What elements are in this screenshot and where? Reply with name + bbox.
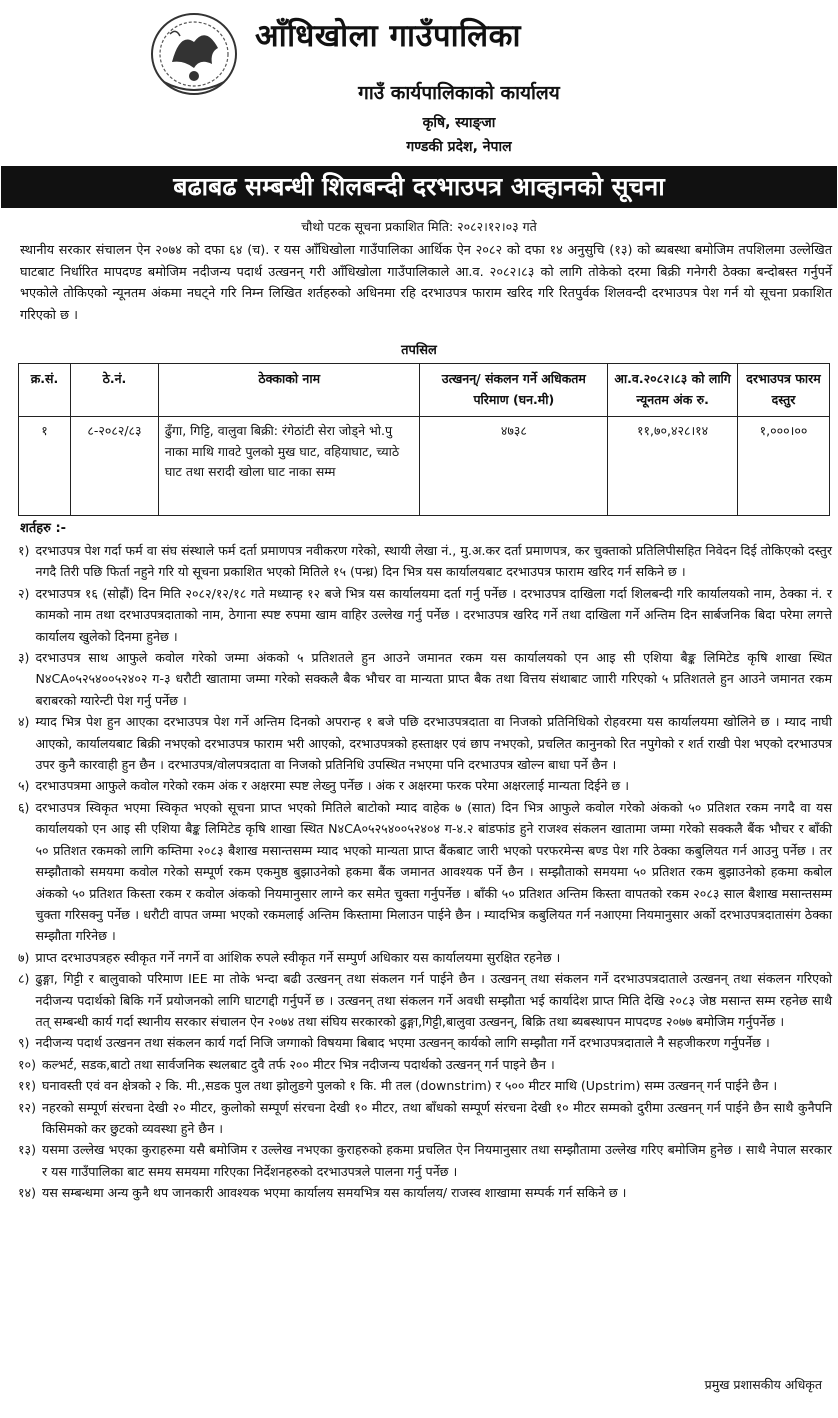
term-number: १२) — [18, 1099, 37, 1115]
term-text: यस सम्बन्धमा अन्य कुनै थप जानकारी आवश्यक भएमा कार्यालय समयभित्र यस कार्यालय/ राजस्व शाखामा सम्पर्क गर्न सकिने छ । — [42, 1185, 627, 1201]
list-item — [18, 711, 832, 775]
term-number: १) — [18, 543, 30, 558]
contract-table — [18, 363, 830, 516]
term-text: म्याद भित्र पेश हुन आएका दरभाउपत्र पेश गर्ने अन्तिम दिनको अपरान्ह १ बजे पछि दरभाउपत्रदाता वा निजको प्रतिनिधिको रोहवरमा यस कार्यालयमा खोलिने छ । म्याद नाघी आएको, कार्यालयबाट बिक्री नभएको दरभाउपत्र फाराम भरी आएको, दरभाउपत्रको हस्ताक्षर एवं छाप नभएको, प्रचलित कानुनको रित नपुगेको र शर्त राखी पेश भएको दरभाउपत्र उपर कुनै कारवाही हुन छैन । दरभाउपत्र/वोलपत्रदाता वा निजको प्रतिनिधि उपस्थित नभएमा पनि दरभाउपत्र खोल्न बाधा पर्ने छैन । — [35, 714, 832, 773]
schedule-label: तपसिल — [401, 343, 437, 358]
term-text: नहरको सम्पूर्ण संरचना देखी २० मीटर, कुलोको सम्पूर्ण संरचना देखी १० मीटर, तथा बाँधको सम्पूर्ण संरचना देखी १० मीटर सम्मको दुरीमा उत्खनन् गर्न पाईने छैन साथै कुनैपनि किसिमको कर छुटको व्यवस्था हुने छैन । — [42, 1099, 832, 1136]
term-text: यसमा उल्लेख भएका कुराहरुमा यसै बमोजिम र उल्लेख नभएका कुराहरुको हकमा प्रचलित ऐन नियमानुसार तथा सम्झौतामा उल्लेख गरिए बमोजिम हुनेछ । साथै नेपाल सरकार र यस गाउँपालिका बाट समय समयमा गरिएका निर्देशनहरुको दरभाउपत्रले पालना गर्नु पर्नेछ । — [42, 1142, 832, 1179]
term-text: कल्भर्ट, सडक,बाटो तथा सार्वजनिक स्थलबाट दुवै तर्फ २०० मीटर भित्र नदीजन्य पदार्थको उत्खनन् गर्न पाइने छैन । — [42, 1056, 555, 1072]
term-number: १४) — [18, 1185, 37, 1201]
term-number: ३) — [18, 650, 30, 666]
col-header-contract-no: ठे.नं. — [70, 364, 158, 417]
municipality-title: आँधिखोला गाउँपालिका — [255, 18, 521, 54]
table-row — [19, 417, 830, 516]
col-header-quantity: उत्खनन्/ संकलन गर्ने अधिकतम परिमाण (घन.मी) — [420, 364, 608, 417]
office-province: गण्डकी प्रदेश, नेपाल — [406, 139, 512, 155]
list-item — [18, 797, 832, 947]
table-header-row — [19, 364, 830, 417]
list-item — [18, 968, 832, 1032]
list-item — [18, 1075, 832, 1096]
intro-paragraph: स्थानीय सरकार संचालन ऐन २०७४ को दफा ६४ (च). र यस आँधिखोला गाउँपालिका आर्थिक ऐन २०८२ को दफा १४ अनुसुचि (१३) को ब्यबस्था बमोजिम तपशिलमा उल्लेखित घाटबाट निर्धारित मापदण्ड बमोजिम नदीजन्य पदार्थ उत्खनन् गरी आँधिखोला गाउँपालिकाले आ.व. २०८२।८३ को लागि तोकेको दरमा बिक्री गनेगरी ठेक्का बन्दोबस्त गर्नुपर्ने भएकोले तोकिएको न्यूनतम अंकमा नघट्ने गरि निम्न लिखित शर्तहरुको अधिनमा रहि दरभाउपत्र फाराम खरिद गरि रितपुर्वक शिलवन्दी दरभाउपत्र पेश गर्न यो सूचना प्रकाशित गरिएको छ । — [20, 243, 832, 323]
term-number: ५) — [18, 778, 30, 794]
term-text: दरभाउपत्र स्विकृत भएमा स्विकृत भएको सूचना प्राप्त भएको मितिले बाटोको म्याद वाहेक ७ (सात) दिन भित्र आफुले कवोल गरेको अंकको ५० प्रतिशत रकम नगदै वा यस कार्यालयको एन आइ सी एशिया बैङ्क लिमिटेड कृषि शाखा स्थित N४CA०५२५४००५२४०४ ग-४.२ बांडफांड हुने राजश्व संकलन खातामा जम्मा गरेको सक्कलै बैंक भौचर र बाँकी ५० प्रतिशत रकमको लागि कम्तिमा २०८३ बैशाख मसान्तसम्म म्याद भएको मान्यता प्राप्त बैंकबाट जारी भएको परफरमेन्स बण्ड पेश गरि ठेक्का कबुलियत गर्न आउनु पर्नेछ । तर सम्झौताको समयमा कवोल गरेको सम्पूर्ण रकम एकमुष्ठ बुझाउनेको हकमा बैंक जमानत आवश्यक पर्ने छैन । सम्झौताको समयमा ५० प्रतिशत रकम बुझाउनेको हकमा कबोल अंकको ५० प्रतिशत किस्ता रकम र कवोल अंकको नियमानुसार लाग्ने कर समेत चुक्ता गर्नुपर्नेछ । बाँकी ५० प्रतिशत अन्तिम किस्ता वापतको रकम २०८३ साल बैशाख मसान्तसम्म चुक्ता गरिसक्नु पर्नेछ । धरौटी वापत जम्मा भएको रकमलाई अन्तिम किस्तामा मिलाउन पाईने छैन । म्यादभित्र कबुलियत गर्न नआएमा नियमानुसार अर्को दरभाउपत्रदातासंग ठेक्का सम्झौता गरिनेछ । — [35, 799, 832, 944]
term-text: दरभाउपत्र साथ आफुले कवोल गरेको जम्मा अंकको ५ प्रतिशतले हुन आउने जमानत रकम यस कार्यालयको एन आइ सी एशिया बैङ्क लिमिटेड कृषि शाखा स्थित N४CA०५२५४००५२४०२ ग-३ धरौटी खातामा जम्मा गरेको सक्कलै बैक भौचर वा मान्यता प्राप्त बैक तथा वित्तय संथाबाट जाारी गरिएको ५ प्रतिशतले हुन आउने जमानत रकम बराबरको ग्यारेन्टी पेश गर्नु पर्नेछ । — [35, 650, 832, 708]
list-item — [18, 647, 832, 711]
list-item — [18, 775, 832, 796]
col-header-contract-name: ठेक्काको नाम — [158, 364, 420, 417]
list-item — [18, 1032, 832, 1053]
letterhead — [0, 0, 838, 163]
term-number: २) — [18, 585, 30, 601]
list-item — [18, 583, 832, 647]
list-item — [18, 1054, 832, 1075]
term-text: दरभाउपत्रमा आफुले कवोल गरेको रकम अंक र अक्षरमा स्पष्ट लेख्नु पर्नेछ । अंक र अक्षरमा फरक परेमा अक्षरलाई मान्यता दिईने छ । — [35, 778, 630, 794]
signatory-title: प्रमुख प्रशासकीय अधिकृत — [704, 1377, 822, 1392]
cell-contract-name: ढुँगा, गिट्टि, वालुवा बिक्री: रंगेठांटी सेरा जोड्ने भो.पु नाका माथि गावटे पुलको मुख घाट, वहियाघाट, च्याठे घाट तथा सरादी खोला घाट नाका सम्म — [158, 417, 420, 516]
term-number: १३) — [18, 1142, 37, 1158]
cell-min-amount: ११,७०,४२८।१४ — [608, 417, 738, 516]
term-number: ४) — [18, 714, 30, 730]
publication-date: चौथो पटक सूचना प्रकाशित मिति: २०८२।१२।०३ गते — [301, 219, 537, 234]
term-number: ८) — [18, 971, 30, 987]
term-number: ७) — [18, 949, 30, 965]
cell-fee: १,०००।०० — [738, 417, 830, 516]
list-item — [18, 1097, 832, 1140]
notice-title-banner: बढाबढ सम्बन्धी शिलबन्दी दरभाउपत्र आव्हानको सूचना — [1, 166, 837, 208]
term-text: घनावस्ती एवं वन क्षेत्रको २ कि. मी.,सडक पुल तथा झोलुङगे पुलको १ कि. मी तल (downstrim) र ५०० मीटर माथि (Upstrim) सम्म उत्खनन् गर्न पाईने छैन । — [42, 1078, 778, 1094]
list-item — [18, 1139, 832, 1182]
term-number: ६) — [18, 799, 30, 815]
term-number: ११) — [18, 1078, 37, 1094]
term-number: ९) — [18, 1035, 30, 1051]
cell-contract-no: ८-२०८२/८३ — [70, 417, 158, 516]
office-location: कृषि, स्याङ्जा — [422, 115, 496, 131]
term-text: दरभाउपत्र १६ (सोह्रौं) दिन मिति २०८२/१२/१८ गते मध्यान्ह १२ बजे भित्र यस कार्यालयमा दर्ता गर्नु पर्नेछ । दरभाउपत्र दाखिला गर्दा शिलबन्दी गरि कार्यालयको नाम, ठेक्का नं. र कामको नाम तथा दरभाउपत्रदाताको नाम, ठेगाना स्पष्ट रुपमा खाम वाहिर उल्लेख गर्नु पर्नेछ । दरभाउपत्र खरिद गर्ने तथा दाखिला गर्ने अन्तिम दिन सार्बजनिक बिदा परेमा लगत्ते कार्यालय खुलेको दिनमा हुनेछ । — [35, 585, 832, 644]
col-header-sn: क्र.सं. — [19, 364, 71, 417]
term-number: १०) — [18, 1056, 37, 1072]
list-item — [18, 1182, 832, 1203]
term-text: प्राप्त दरभाउपत्रहरु स्वीकृत गर्ने नगर्ने वा आंशिक रुपले स्वीकृत गर्ने सम्पुर्ण अधिकार यस कार्यालयमा सुरक्षित रहनेछ । — [35, 949, 561, 965]
list-item — [18, 540, 832, 583]
list-item — [18, 947, 832, 968]
office-subtitle: गाउँ कार्यपालिकाको कार्यालय — [358, 82, 560, 104]
term-text: दरभाउपत्र पेश गर्दा फर्म वा संघ संस्थाले फर्म दर्ता प्रमाणपत्र नवीकरण गरेको, स्थायी लेखा नं., मु.अ.कर दर्ता प्रमाणपत्र, कर चुक्ताको प्रतिलिपीसहित निवेदन दिई तोकिएको दस्तुर नगदै तिरी पछि फिर्ता नहुने गरि यो सूचना प्रकाशित भएको मितिले १५ (पन्ध्र) दिन भित्र यस कार्यालयबाट दरभाउपत्र फाराम खरिद गर्न सकिने छ । — [35, 543, 832, 580]
term-text: नदीजन्य पदार्थ उत्खनन तथा संकलन कार्य गर्दा निजि जग्गाको विषयमा बिबाद भएमा उत्खनन् कार्यको लागि सम्झौता गर्ने दरभाउपत्रदाताले नै सहजीकरण गर्नुपर्नेछ । — [35, 1035, 770, 1051]
col-header-fee: दरभाउपत्र फारम दस्तुर — [738, 364, 830, 417]
terms-list — [18, 540, 832, 1204]
col-header-min-amount: आ.व.२०८२।८३ को लागि न्यूनतम अंक रु. — [608, 364, 738, 417]
cell-quantity: ४७३८ — [420, 417, 608, 516]
term-text: ढुङ्गा, गिट्टी र बालुवाको परिमाण IEE मा तोके भन्दा बढी उत्खनन् तथा संकलन गर्न पाईने छैन । उत्खनन् तथा संकलन गर्ने दरभाउपत्रदाताले उत्खनन् तथा संकलन गरिएको नदीजन्य पदार्थको बिकि गर्ने प्रयोजनको लागि घाटगद्दी गर्नुपर्ने छ । उत्खनन् तथा संकलन गर्ने अवधी सम्झौता भई कार्यादेश प्राप्त मिति देखि २०८३ जेष्ठ मसान्त सम्म रहनेछ साथै तत् सम्बन्धी कार्य गर्दा स्थानीय सरकार संचालन ऐन २०७४ तथा संघिय सरकारको ढुङ्गा,गिट्टी,बालुवा उत्खनन्, बिक्रि तथा ब्यबस्थापन मापदण्ड २०७७ बमोजिम गर्नुपर्नेछ । — [35, 971, 832, 1029]
cell-sn: १ — [19, 417, 71, 516]
terms-heading: शर्तहरु :- — [20, 521, 67, 536]
